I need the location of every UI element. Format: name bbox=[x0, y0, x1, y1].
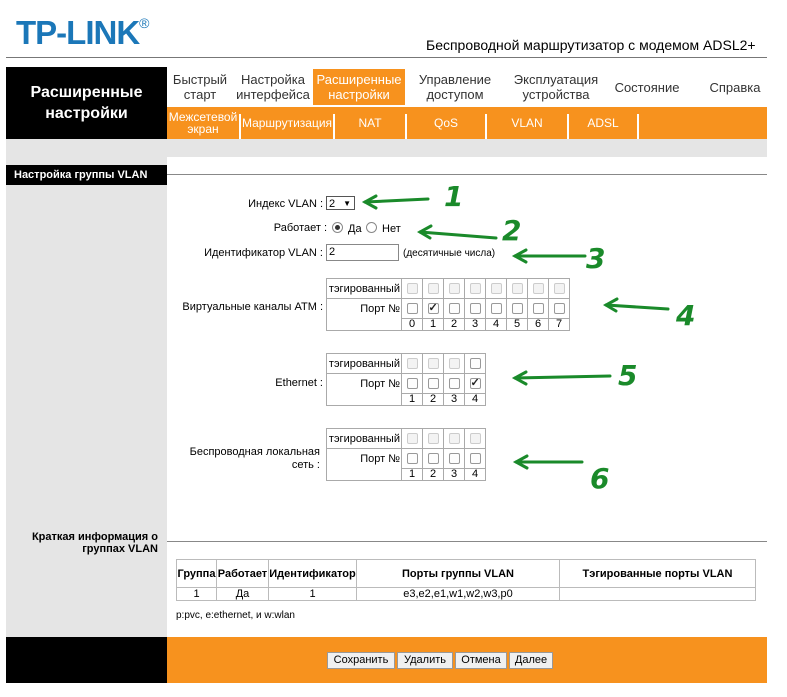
atm-tagged-checkbox[interactable] bbox=[554, 283, 565, 294]
section-divider bbox=[167, 174, 767, 175]
annotation-arrowhead-3 bbox=[515, 250, 526, 262]
port-number: 4 bbox=[486, 319, 507, 331]
section-title-summary: Краткая информация о группах VLAN bbox=[31, 531, 158, 555]
eth-tagged-checkbox[interactable] bbox=[449, 358, 460, 369]
port-number: 1 bbox=[402, 469, 423, 481]
atm-tagged-checkbox[interactable] bbox=[470, 283, 481, 294]
wlan-tagged-checkbox[interactable] bbox=[428, 433, 439, 444]
tagged-label: тэгированный bbox=[327, 354, 402, 374]
footer-black bbox=[6, 637, 167, 683]
port-number: 3 bbox=[444, 394, 465, 406]
atm-tagged-checkbox[interactable] bbox=[449, 283, 460, 294]
port-number: 2 bbox=[423, 469, 444, 481]
active-no-radio[interactable] bbox=[366, 222, 377, 233]
top-nav bbox=[167, 67, 767, 107]
annotation-number-2: 2 bbox=[502, 214, 522, 247]
wlan-port-checkbox[interactable] bbox=[470, 453, 481, 464]
subtab-firewall[interactable]: Межсетевой экран bbox=[168, 110, 238, 136]
atm-port-checkbox[interactable] bbox=[428, 303, 439, 314]
subtab-adsl[interactable]: ADSL bbox=[587, 116, 619, 130]
vlan-summary-table bbox=[176, 559, 756, 601]
annotation-number-5: 5 bbox=[618, 359, 638, 392]
subtab-nat[interactable]: NAT bbox=[358, 116, 382, 130]
port-number: 6 bbox=[528, 319, 549, 331]
wlan-tagged-checkbox[interactable] bbox=[407, 433, 418, 444]
tab-access-management[interactable]: Управление доступом bbox=[418, 72, 492, 102]
summary-cell: Да bbox=[217, 588, 269, 601]
annotation-arrow-2 bbox=[420, 232, 496, 238]
summary-cell: 1 bbox=[177, 588, 217, 601]
summary-header: Тэгированные порты VLAN bbox=[560, 560, 756, 588]
summary-cell: e3,e2,e1,w1,w2,w3,p0 bbox=[357, 588, 560, 601]
subnav-separator bbox=[637, 114, 639, 139]
atm-tagged-checkbox[interactable] bbox=[407, 283, 418, 294]
atm-port-checkbox[interactable] bbox=[491, 303, 502, 314]
left-column bbox=[6, 157, 167, 637]
annotation-number-3: 3 bbox=[586, 242, 606, 275]
port-number: 3 bbox=[444, 469, 465, 481]
eth-tagged-checkbox[interactable] bbox=[428, 358, 439, 369]
cancel-button[interactable]: Отмена bbox=[455, 652, 507, 669]
summary-legend: p:pvc, e:ethernet, и w:wlan bbox=[176, 610, 295, 621]
wlan-tagged-checkbox[interactable] bbox=[470, 433, 481, 444]
save-button[interactable]: Сохранить bbox=[327, 652, 395, 669]
annotation-number-1: 1 bbox=[444, 180, 464, 213]
wlan-label: Беспроводная локальная сеть : bbox=[189, 446, 320, 471]
atm-port-checkbox[interactable] bbox=[449, 303, 460, 314]
tab-advanced-settings[interactable]: Расширенные настройки bbox=[313, 69, 405, 105]
port-number: 2 bbox=[423, 394, 444, 406]
port-number: 4 bbox=[465, 469, 486, 481]
summary-cell: 1 bbox=[269, 588, 357, 601]
summary-header: Работает bbox=[217, 560, 269, 588]
section-divider bbox=[167, 541, 767, 542]
tab-device-maintenance[interactable]: Эксплуатация устройства bbox=[513, 72, 599, 102]
tp-link-logo: TP-LINK® bbox=[16, 14, 149, 51]
atm-label: Виртуальные каналы ATM : bbox=[182, 301, 323, 313]
eth-tagged-checkbox[interactable] bbox=[470, 358, 481, 369]
atm-tagged-checkbox[interactable] bbox=[491, 283, 502, 294]
active-yes-label: Да bbox=[348, 223, 362, 235]
subtab-routing[interactable]: Маршрутизация bbox=[241, 116, 333, 130]
annotation-number-4: 4 bbox=[676, 299, 696, 332]
annotation-arrowhead-4 bbox=[606, 299, 617, 311]
vlan-id-hint: (десятичные числа) bbox=[403, 248, 496, 259]
table-row bbox=[177, 588, 756, 601]
port-number: 7 bbox=[549, 319, 570, 331]
summary-header: Идентификатор bbox=[269, 560, 357, 588]
atm-port-checkbox[interactable] bbox=[407, 303, 418, 314]
vlan-index-select[interactable]: 2 ▼ bbox=[326, 196, 355, 210]
eth-port-checkbox[interactable] bbox=[407, 378, 418, 389]
annotation-number-6: 6 bbox=[590, 462, 610, 495]
summary-cell bbox=[560, 588, 756, 601]
port-number: 3 bbox=[465, 319, 486, 331]
summary-header: Порты группы VLAN bbox=[357, 560, 560, 588]
vlan-id-label: Идентификатор VLAN : bbox=[204, 247, 323, 259]
active-no-label: Нет bbox=[382, 223, 401, 235]
section-title-vlan: Настройка группы VLAN bbox=[6, 165, 167, 185]
next-button[interactable]: Далее bbox=[509, 652, 553, 669]
atm-tagged-checkbox[interactable] bbox=[533, 283, 544, 294]
annotation-arrow-1 bbox=[365, 199, 428, 202]
eth-tagged-checkbox[interactable] bbox=[407, 358, 418, 369]
port-label: Порт № bbox=[327, 449, 402, 481]
port-number: 2 bbox=[444, 319, 465, 331]
tagged-label: тэгированный bbox=[327, 279, 402, 299]
tab-help[interactable]: Справка bbox=[709, 79, 761, 95]
atm-port-checkbox[interactable] bbox=[533, 303, 544, 314]
dropdown-arrow-icon: ▼ bbox=[343, 199, 351, 208]
tagged-label: тэгированный bbox=[327, 429, 402, 449]
vlan-index-label: Индекс VLAN : bbox=[248, 198, 323, 210]
eth-port-checkbox[interactable] bbox=[428, 378, 439, 389]
header-divider bbox=[6, 57, 767, 58]
delete-button[interactable]: Удалить bbox=[397, 652, 453, 669]
wlan-port-checkbox[interactable] bbox=[449, 453, 460, 464]
atm-port-checkbox[interactable] bbox=[470, 303, 481, 314]
vlan-id-input[interactable]: 2 bbox=[326, 244, 399, 261]
active-yes-radio[interactable] bbox=[332, 222, 343, 233]
ethernet-label: Ethernet : bbox=[275, 377, 323, 389]
annotation-arrowhead-1 bbox=[365, 196, 376, 208]
atm-tagged-checkbox[interactable] bbox=[512, 283, 523, 294]
port-number: 5 bbox=[507, 319, 528, 331]
wlan-port-checkbox[interactable] bbox=[428, 453, 439, 464]
subtab-qos[interactable]: QoS bbox=[433, 116, 458, 130]
device-subtitle: Беспроводной маршрутизатор с модемом ADSL2+ bbox=[426, 37, 756, 53]
port-number: 4 bbox=[465, 394, 486, 406]
port-number: 1 bbox=[402, 394, 423, 406]
port-number: 1 bbox=[423, 319, 444, 331]
subtab-vlan[interactable]: VLAN bbox=[511, 116, 543, 130]
eth-port-checkbox[interactable] bbox=[470, 378, 481, 389]
annotation-arrowhead-2 bbox=[420, 226, 431, 238]
summary-header: Группа bbox=[177, 560, 217, 588]
ethernet-port-grid bbox=[326, 353, 486, 406]
sidebar-title: Расширенные настройки bbox=[6, 67, 167, 139]
registered-mark: ® bbox=[139, 15, 149, 31]
active-label: Работает : bbox=[273, 222, 327, 234]
port-number: 0 bbox=[402, 319, 423, 331]
tab-quick-start[interactable]: Быстрый старт bbox=[172, 72, 228, 102]
atm-port-checkbox[interactable] bbox=[554, 303, 565, 314]
annotation-arrowhead-6 bbox=[516, 456, 527, 468]
tab-interface-setup[interactable]: Настройка интерфейса bbox=[236, 72, 310, 102]
port-label: Порт № bbox=[327, 374, 402, 406]
port-label: Порт № bbox=[327, 299, 402, 331]
atm-tagged-checkbox[interactable] bbox=[428, 283, 439, 294]
grey-spacer-bar bbox=[6, 139, 767, 157]
sub-nav bbox=[167, 107, 767, 139]
atm-port-checkbox[interactable] bbox=[512, 303, 523, 314]
annotation-arrow-5 bbox=[515, 376, 610, 378]
tab-status[interactable]: Состояние bbox=[614, 79, 680, 95]
wlan-tagged-checkbox[interactable] bbox=[449, 433, 460, 444]
annotation-arrow-4 bbox=[606, 305, 668, 309]
atm-port-grid bbox=[326, 278, 570, 331]
eth-port-checkbox[interactable] bbox=[449, 378, 460, 389]
annotation-arrowhead-5 bbox=[515, 372, 526, 384]
wlan-port-checkbox[interactable] bbox=[407, 453, 418, 464]
wlan-port-grid bbox=[326, 428, 486, 481]
